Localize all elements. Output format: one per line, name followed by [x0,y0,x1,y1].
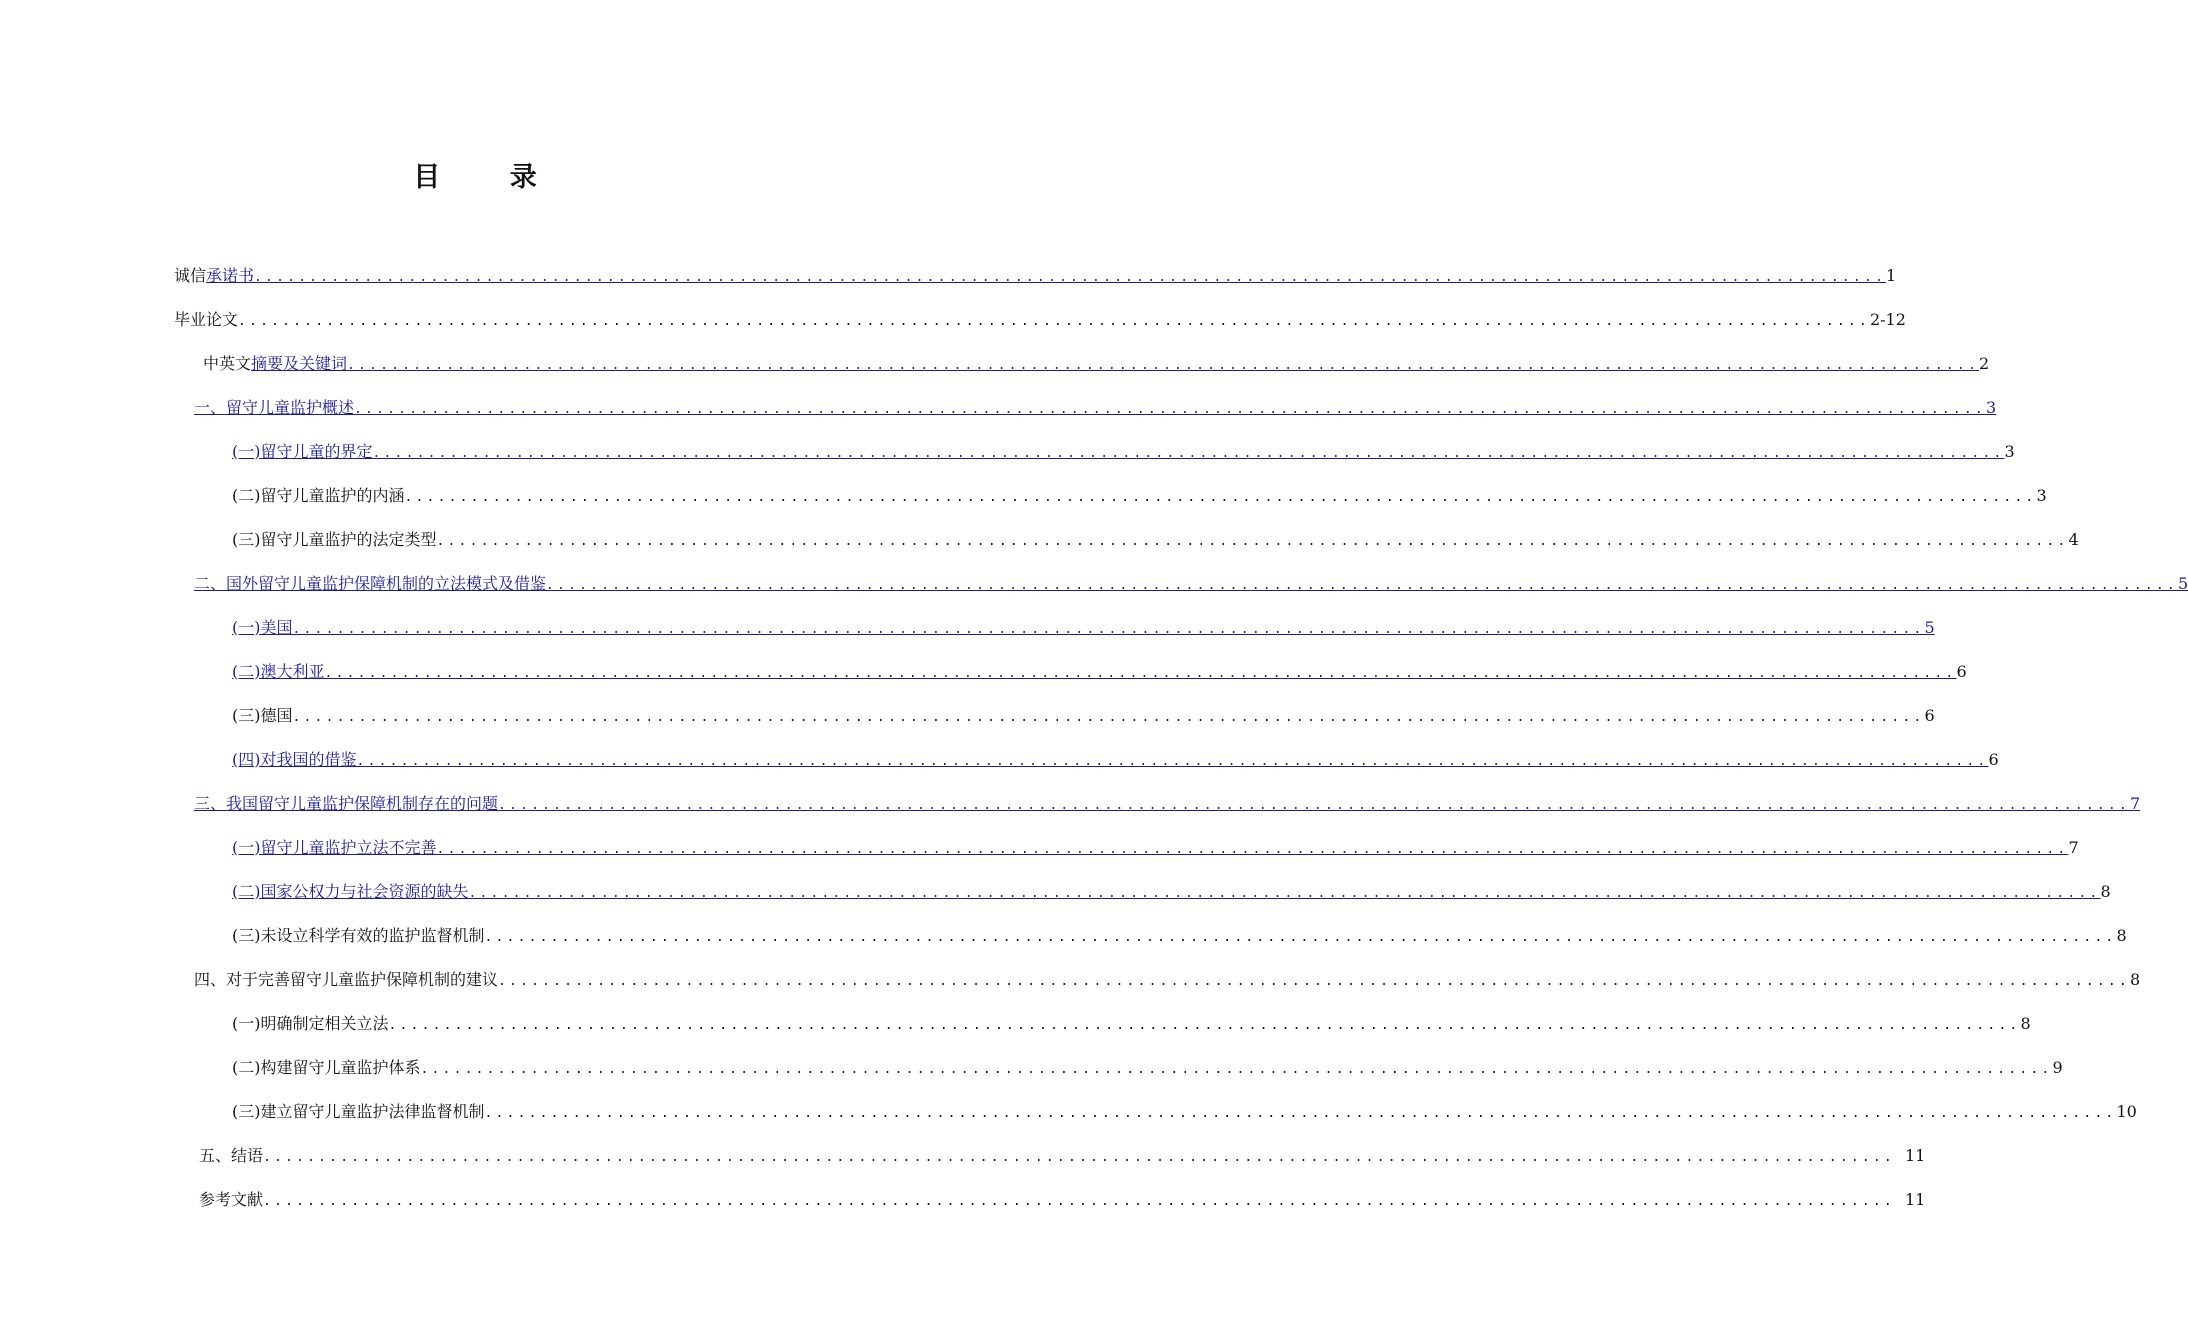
toc-entry-page: 2 [1978,354,1990,373]
toc-entry-page: 10 [2116,1102,2137,1121]
toc-entry-page: 11 [1904,1146,1926,1165]
leader-dots: .................................................................................................................................................... [468,886,2101,901]
toc-entry-text: 五、结语 [199,1146,264,1165]
toc-entry-2-2[interactable] [232,660,1967,684]
toc-entry-thesis [174,308,1906,332]
toc-entry-page: 3 [1985,398,1997,417]
page-title: 目 录 [413,162,567,193]
toc-entry-chapter-2[interactable] [194,572,2188,596]
toc-entry-references [199,1188,1926,1212]
leader-dots: .................................................................................................................................................... [420,1062,2053,1077]
leader-dots: .................................................................................................................................................... [263,1150,1895,1165]
toc-entry-text: 毕业论文 [174,310,239,329]
leader-dots: .................................................................................................................................................... [546,578,2178,593]
toc-entry-page: 8 [2116,926,2127,945]
toc-entry-text: (二)构建留守儿童监护体系 [232,1058,421,1077]
toc-entry-text: 参考文献 [199,1190,264,1209]
toc-entry-4-2 [232,1056,2063,1080]
toc-entry-text: 诚信 [174,266,207,285]
toc-entry-page: 8 [2129,970,2141,989]
leader-dots: .................................................................................................................................................... [292,622,1925,637]
toc-entry-2-4[interactable] [232,748,1999,772]
leader-dots: .................................................................................................................................................... [356,754,1989,769]
toc-entry-link[interactable]: 二、国外留守儿童监护保障机制的立法模式及借鉴 [194,574,547,593]
leader-dots: .................................................................................................................................................... [292,710,1925,725]
leader-dots: .................................................................................................................................................... [354,402,1986,417]
toc-entry-page: 2-12 [1869,310,1906,329]
toc-entry-2-3 [232,704,1935,728]
toc-entry-page: 11 [1904,1190,1926,1209]
leader-dots: .................................................................................................................................................... [388,1018,2021,1033]
toc-entry-chapter-3[interactable] [194,792,2141,816]
toc-entry-page: 7 [2129,794,2141,813]
toc-entry-page: 7 [2068,838,2079,857]
toc-entry-4-1 [232,1012,2031,1036]
toc-entry-integrity-pledge[interactable] [174,264,1897,288]
toc-entry-page: 6 [1924,706,1935,725]
toc-entry-link[interactable]: (四)对我国的借鉴 [232,750,357,769]
toc-entry-text: (三)留守儿童监护的法定类型 [232,530,437,549]
toc-entry-1-1[interactable] [232,440,2015,464]
toc-entry-link[interactable]: (一)美国 [232,618,293,637]
toc-entry-page: 1 [1885,266,1897,285]
toc-entry-2-1[interactable] [232,616,1935,640]
leader-dots: .................................................................................................................................................... [238,314,1870,329]
toc-entry-link[interactable]: (二)澳大利亚 [232,662,325,681]
toc-entry-text: (三)德国 [232,706,293,725]
leader-dots: .................................................................................................................................................... [498,974,2130,989]
leader-dots: .................................................................................................................................................... [484,1106,2117,1121]
toc-entry-conclusion [199,1144,1926,1168]
toc-entry-3-1[interactable] [232,836,2079,860]
toc-entry-page: 6 [1956,662,1967,681]
toc-entry-abstract[interactable] [203,352,1990,376]
leader-dots: .................................................................................................................................................... [484,930,2117,945]
toc-entry-link[interactable]: (一)留守儿童监护立法不完善 [232,838,437,857]
toc-entry-chapter-4 [194,968,2141,992]
toc-entry-3-3 [232,924,2127,948]
leader-dots: .................................................................................................................................................... [254,270,1886,285]
toc-entry-4-3 [232,1100,2137,1124]
toc-entry-page: 8 [2100,882,2111,901]
toc-entry-1-3 [232,528,2079,552]
toc-entry-link[interactable]: 三、我国留守儿童监护保障机制存在的问题 [194,794,499,813]
toc-entry-text: (三)未设立科学有效的监护监督机制 [232,926,485,945]
toc-entry-text: (二)留守儿童监护的内涵 [232,486,405,505]
toc-entry-link[interactable]: 一、留守儿童监护概述 [194,398,355,417]
toc-entry-link[interactable]: (一)留守儿童的界定 [232,442,373,461]
toc-entry-link[interactable]: 承诺书 [206,266,255,285]
leader-dots: .................................................................................................................................................... [263,1194,1895,1209]
toc-entry-page: 3 [2036,486,2047,505]
leader-dots: .................................................................................................................................................... [372,446,2005,461]
toc-entry-text: 中英文 [203,354,252,373]
toc-entry-chapter-1[interactable] [194,396,1997,420]
leader-dots: .................................................................................................................................................... [436,534,2069,549]
toc-entry-page: 8 [2020,1014,2031,1033]
toc-entry-link[interactable]: 摘要及关键词 [251,354,348,373]
leader-dots: .................................................................................................................................................... [404,490,2037,505]
toc-entry-3-2[interactable] [232,880,2111,904]
toc-entry-page: 9 [2052,1058,2063,1077]
leader-dots: .................................................................................................................................................... [436,842,2069,857]
toc-entry-page: 5 [2177,574,2188,593]
toc-entry-page: 6 [1988,750,1999,769]
leader-dots: .................................................................................................................................................... [347,358,1979,373]
toc-entry-text: (一)明确制定相关立法 [232,1014,389,1033]
toc-entry-text: 四、对于完善留守儿童监护保障机制的建议 [194,970,499,989]
toc-entry-1-2 [232,484,2047,508]
toc-entry-page: 4 [2068,530,2079,549]
toc-entry-link[interactable]: (二)国家公权力与社会资源的缺失 [232,882,469,901]
toc-entry-page: 5 [1924,618,1935,637]
toc-entry-text: (三)建立留守儿童监护法律监督机制 [232,1102,485,1121]
leader-dots: .................................................................................................................................................... [498,798,2130,813]
toc-entry-page: 3 [2004,442,2015,461]
leader-dots: .................................................................................................................................................... [324,666,1957,681]
